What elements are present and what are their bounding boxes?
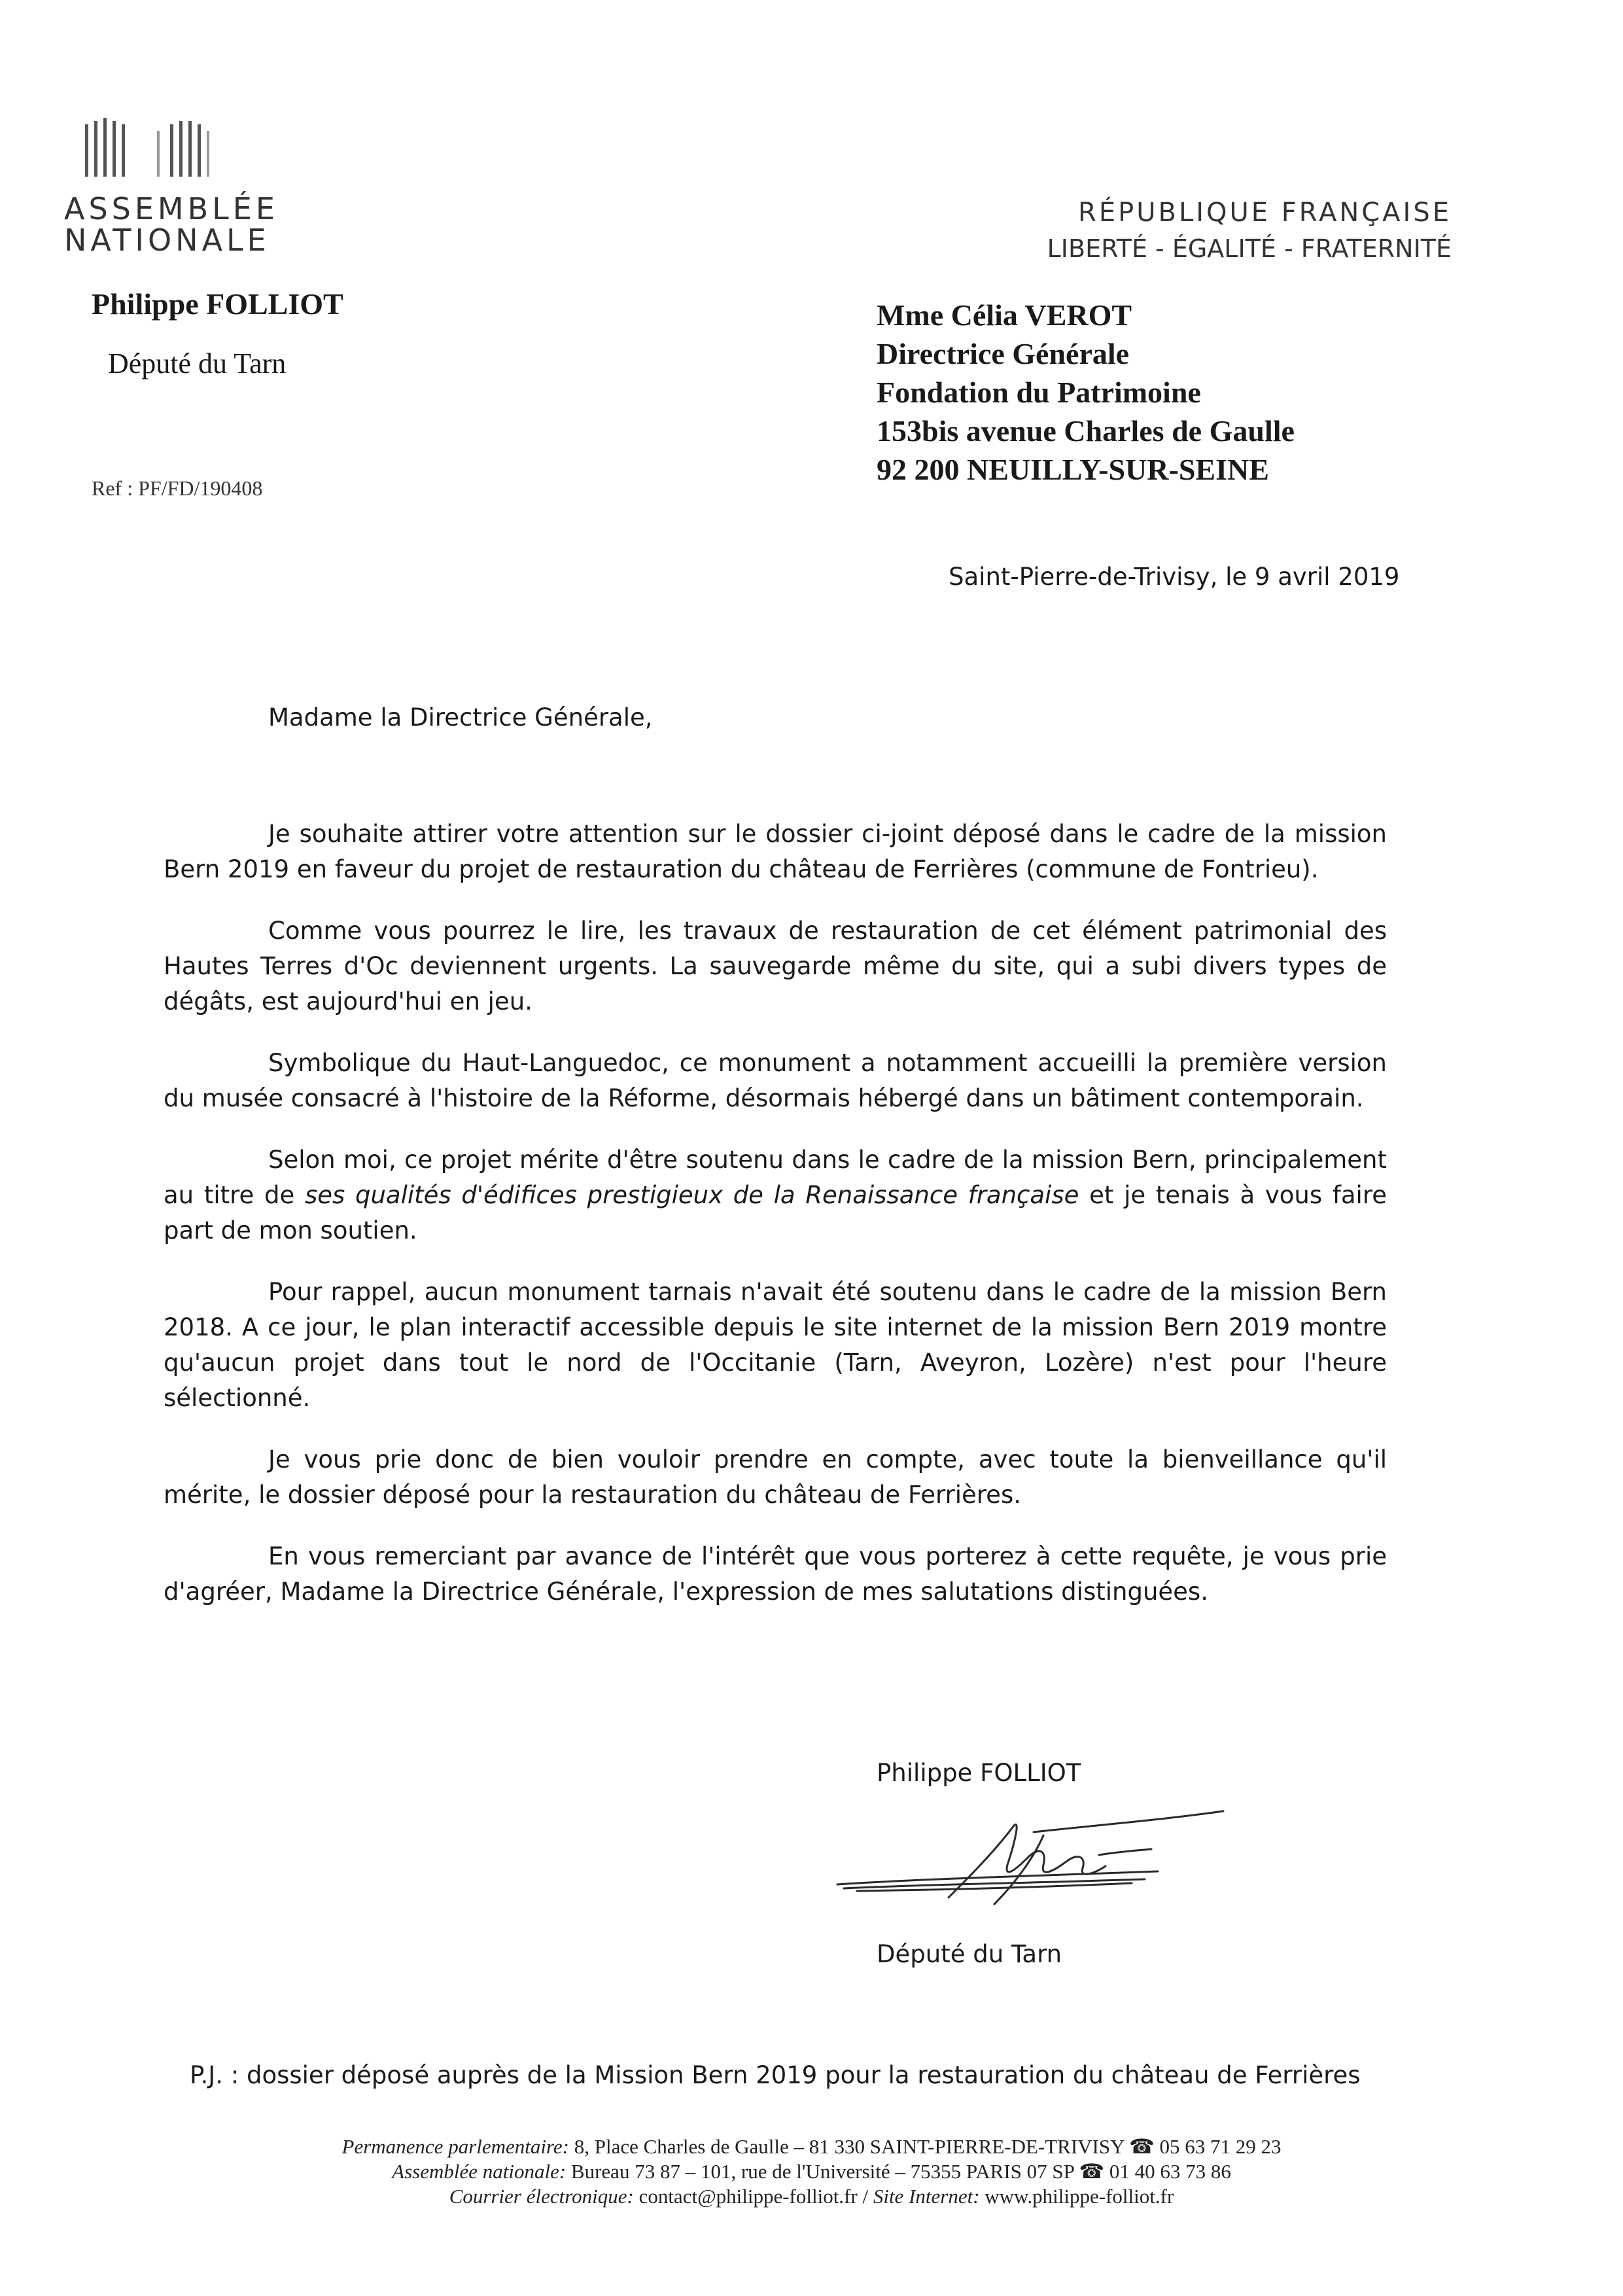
- footer-line: [0, 2159, 1623, 2184]
- paragraph: [164, 1142, 1387, 1248]
- footer: [0, 2134, 1623, 2209]
- paragraph: En vous remerciant par avance de l'intérêt que vous porterez à cette requête, je vous prie d'agréer, Madame la Directrice Générale, l'expression de mes salutations distinguées.: [164, 1542, 1387, 1606]
- author-name: Philippe FOLLIOT: [92, 287, 343, 321]
- paragraph-text: Selon moi, ce projet mérite d'être soutenu dans le cadre de la mission Bern, principalement au titre de: [164, 1146, 1387, 1209]
- footer-website: www.philippe-folliot.fr: [979, 2185, 1174, 2208]
- recipient-street: 153bis avenue Charles de Gaulle: [877, 414, 1295, 448]
- recipient-name: Mme Célia VEROT: [877, 298, 1132, 332]
- footer-text: 8, Place Charles de Gaulle – 81 330 SAINT-PIERRE-DE-TRIVISY ☎ 05 63 71 29 23: [569, 2135, 1282, 2158]
- paragraph: Comme vous pourrez le lire, les travaux de restauration de cet élément patrimonial des Hautes Terres d'Oc deviennent urgents. La sauvegarde même du site, qui a subi divers types de dégâts, est aujourd'hui en jeu.: [164, 917, 1387, 1016]
- footer-line: [0, 2184, 1623, 2209]
- paragraph: Je vous prie donc de bien vouloir prendre en compte, avec toute la bienveillance qu'il mérite, le dossier déposé pour la restauration du château de Ferrières.: [164, 1445, 1387, 1509]
- attachment-note: P.J. : dossier déposé auprès de la Mission Bern 2019 pour la restauration du château de Ferrières: [190, 2061, 1361, 2089]
- paragraph: Pour rappel, aucun monument tarnais n'avait été soutenu dans le cadre de la mission Bern 2018. A ce jour, le plan interactif accessible depuis le site internet de la mission Bern 2019 montre qu'aucun projet dans tout le nord de l'Occitanie (Tarn, Aveyron, Lozère) n'est pour l'heure sélectionné.: [164, 1278, 1387, 1412]
- footer-label: Site Internet:: [873, 2185, 980, 2208]
- republic-motto: LIBERTÉ - ÉGALITÉ - FRATERNITÉ: [1047, 234, 1452, 263]
- footer-label: Assemblée nationale:: [392, 2160, 567, 2183]
- salutation: Madame la Directrice Générale,: [268, 703, 653, 732]
- recipient-organization: Fondation du Patrimoine: [877, 376, 1201, 409]
- institution-name-line2: NATIONALE: [64, 222, 270, 258]
- assemblee-nationale-logo: [72, 111, 242, 183]
- signatory-title: Député du Tarn: [877, 1940, 1062, 1968]
- footer-text: Bureau 73 87 – 101, rue de l'Université – 75355 PARIS 07 SP ☎ 01 40 63 73 86: [566, 2160, 1231, 2183]
- paragraph-text: et je tenais à vous faire part de mon soutien.: [164, 1181, 1387, 1245]
- institution-name-line1: ASSEMBLÉE: [64, 191, 279, 226]
- letter-body: [164, 817, 1387, 1636]
- footer-line: [0, 2134, 1623, 2159]
- reference: Ref : PF/FD/190408: [92, 476, 263, 500]
- recipient-role: Directrice Générale: [877, 337, 1130, 370]
- signatory-name: Philippe FOLLIOT: [877, 1759, 1081, 1787]
- author-title: Député du Tarn: [108, 347, 287, 380]
- recipient-address: [877, 296, 1295, 489]
- footer-email: contact@philippe-folliot.fr /: [633, 2185, 873, 2208]
- footer-label: Courrier électronique:: [449, 2185, 634, 2208]
- handwritten-signature: [818, 1806, 1243, 1937]
- footer-label: Permanence parlementaire:: [341, 2135, 569, 2158]
- paragraph-emphasis: ses qualités d'édifices prestigieux de la Renaissance française: [304, 1181, 1079, 1209]
- paragraph: Je souhaite attirer votre attention sur le dossier ci-joint déposé dans le cadre de la mission Bern 2019 en faveur du projet de restauration du château de Ferrières (commune de Fontrieu).: [164, 820, 1387, 883]
- republic-title: RÉPUBLIQUE FRANÇAISE: [1078, 198, 1452, 228]
- date-line: Saint-Pierre-de-Trivisy, le 9 avril 2019: [949, 563, 1400, 591]
- recipient-city: 92 200 NEUILLY-SUR-SEINE: [877, 453, 1269, 486]
- paragraph: Symbolique du Haut-Languedoc, ce monument a notamment accueilli la première version du musée consacré à l'histoire de la Réforme, désormais hébergé dans un bâtiment contemporain.: [164, 1049, 1387, 1112]
